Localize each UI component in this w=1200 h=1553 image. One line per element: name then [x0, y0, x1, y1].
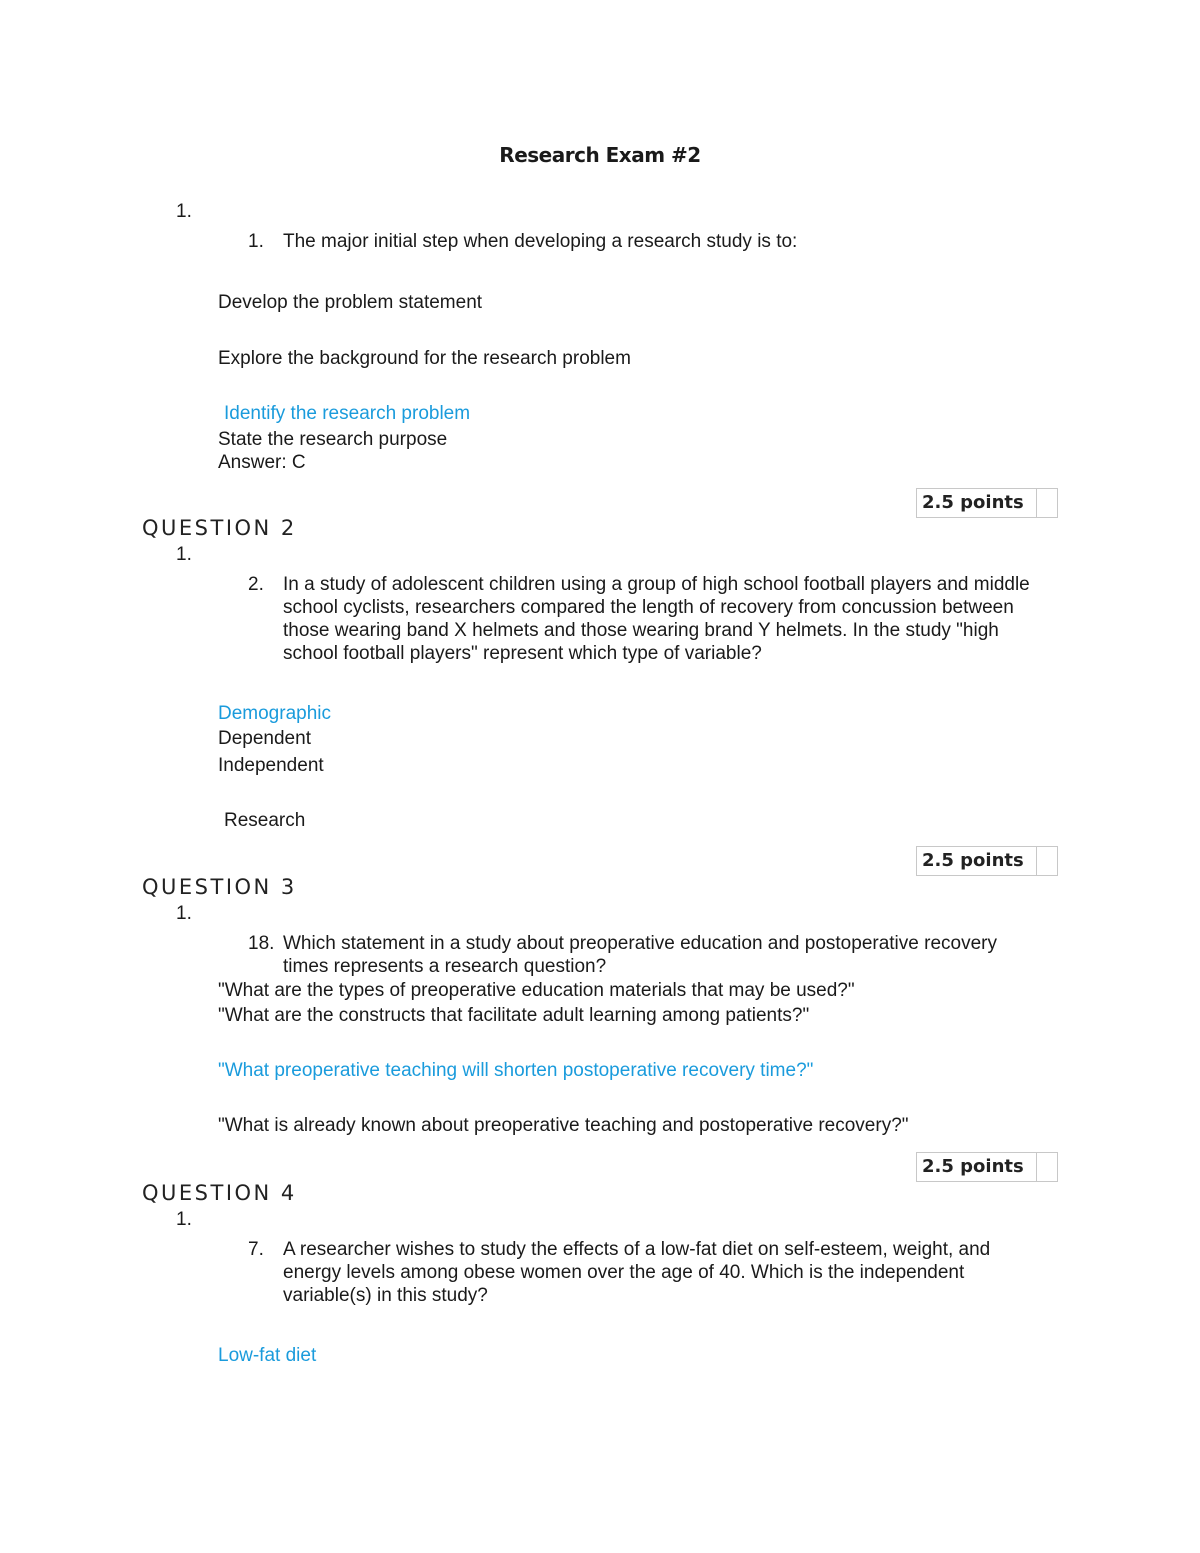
points-badge — [916, 1152, 1058, 1182]
choice-c-correct[interactable]: "What preoperative teaching will shorten postoperative recovery time?" — [218, 1060, 814, 1081]
points-checkbox — [1036, 1153, 1057, 1181]
question-number: 18. — [248, 933, 275, 954]
points-label: 2.5 points — [922, 850, 1024, 871]
question-number: 1. — [248, 231, 264, 252]
question-prompt: In a study of adolescent children using a group of high school football players and middle school cyclists, researchers compared the length of recovery from concussion between those wearing band X helmets and those wearing brand Y helmets. In the study "high school football players" represent which type of variable? — [283, 574, 1030, 664]
points-checkbox — [1036, 847, 1057, 875]
choice-b[interactable]: "What are the constructs that facilitate adult learning among patients?" — [218, 1005, 810, 1026]
choice-d[interactable]: "What is already known about preoperative teaching and postoperative recovery?" — [218, 1115, 909, 1136]
points-label: 2.5 points — [922, 492, 1024, 513]
choice-c-correct[interactable]: Identify the research problem — [224, 403, 471, 424]
answer-line: Answer: C — [218, 452, 306, 473]
points-badge — [916, 488, 1058, 518]
choice-a[interactable]: Develop the problem statement — [218, 292, 483, 313]
choice-b[interactable]: Explore the background for the research problem — [218, 348, 631, 369]
question-header: QUESTION 3 — [142, 875, 297, 899]
points-checkbox — [1036, 489, 1057, 517]
outer-list-number: 1. — [176, 903, 192, 924]
question-header: QUESTION 2 — [142, 516, 297, 540]
choice-c[interactable]: Independent — [218, 755, 324, 776]
question-prompt: A researcher wishes to study the effects of a low-fat diet on self-esteem, weight, and energy levels among obese women over the age of 40. Which is the independent variable(s) in this study? — [283, 1239, 991, 1306]
question-number: 7. — [248, 1239, 264, 1260]
outer-list-number: 1. — [176, 201, 192, 222]
outer-list-number: 1. — [176, 544, 192, 565]
choice-d[interactable]: Research — [224, 810, 306, 831]
points-label: 2.5 points — [922, 1156, 1024, 1177]
question-header: QUESTION 4 — [142, 1181, 297, 1205]
choice-a[interactable]: "What are the types of preoperative education materials that may be used?" — [218, 980, 855, 1001]
choice-b[interactable]: Dependent — [218, 728, 311, 749]
question-prompt: Which statement in a study about preoperative education and postoperative recovery times represents a research question? — [283, 933, 997, 977]
choice-d[interactable]: State the research purpose — [218, 429, 448, 450]
outer-list-number: 1. — [176, 1209, 192, 1230]
points-badge — [916, 846, 1058, 876]
choice-a-correct[interactable]: Demographic — [218, 703, 331, 724]
document-title: Research Exam #2 — [499, 143, 701, 167]
choice-a-correct[interactable]: Low-fat diet — [218, 1345, 317, 1366]
question-prompt: The major initial step when developing a research study is to: — [283, 231, 798, 252]
question-number: 2. — [248, 574, 264, 595]
